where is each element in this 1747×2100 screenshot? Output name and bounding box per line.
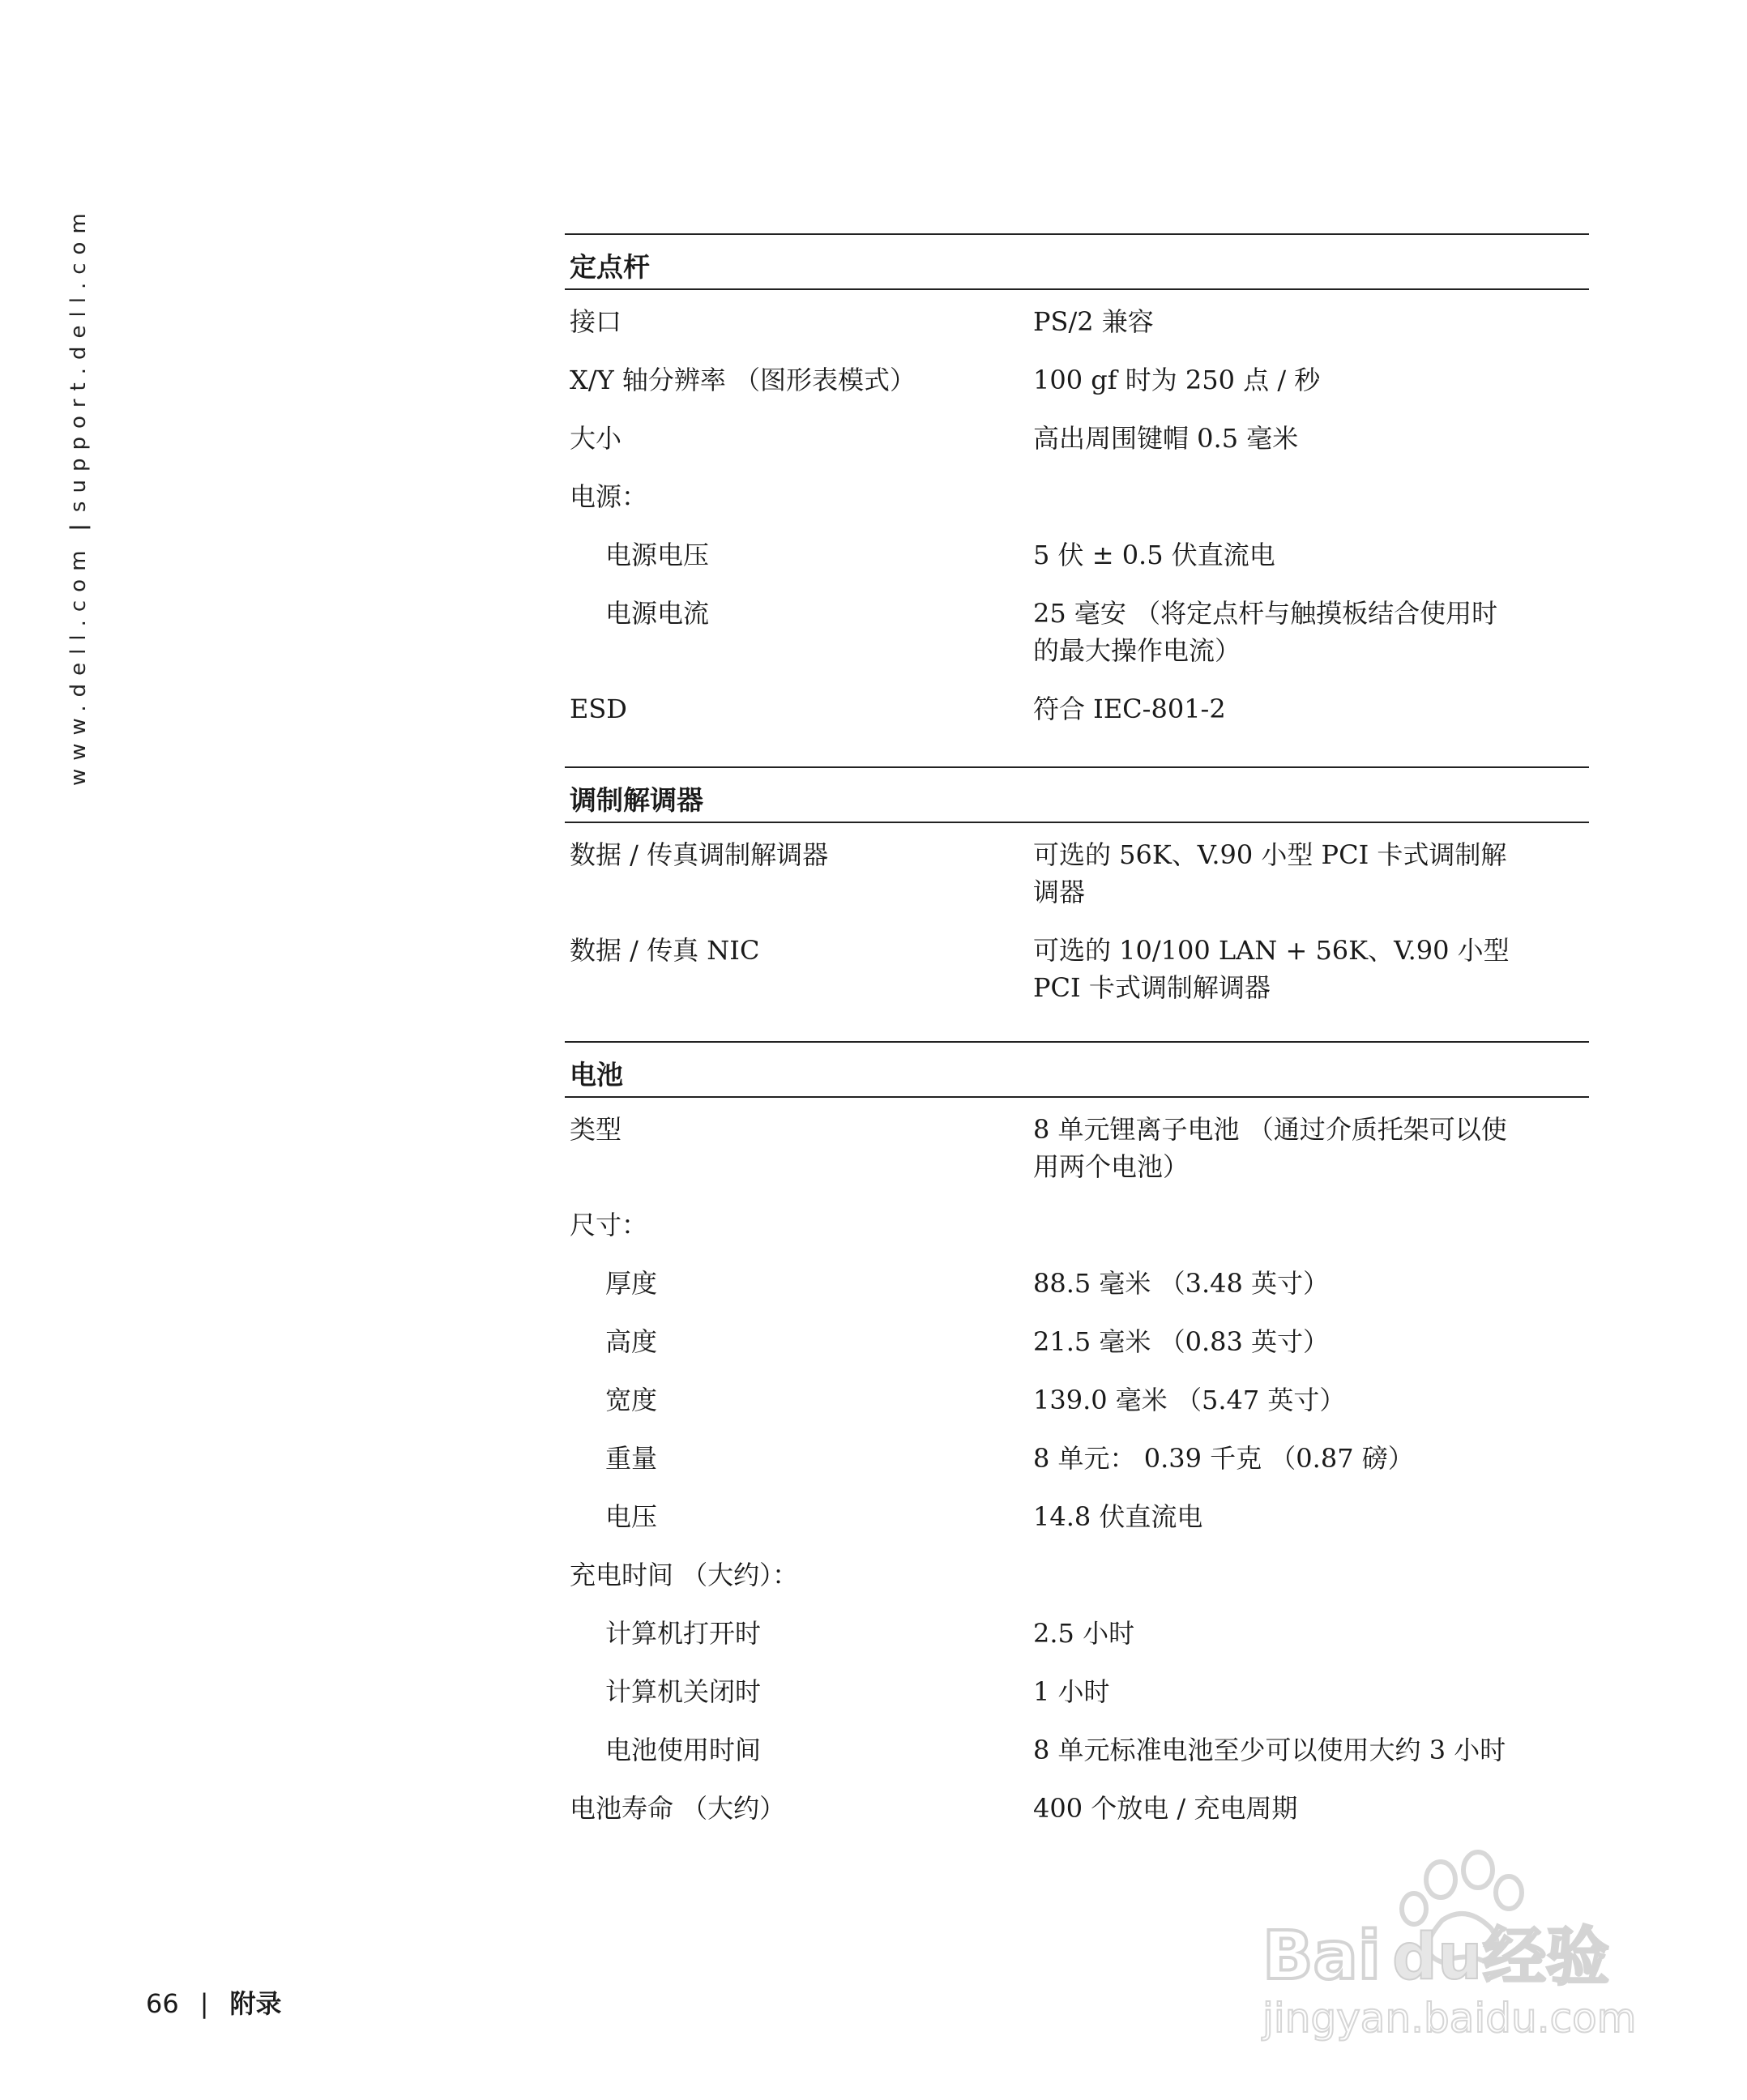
spec-label: 高度 <box>605 1326 658 1357</box>
spec-label: 厚度 <box>605 1268 658 1299</box>
spec-value: PS/2 兼容 <box>1033 306 1154 337</box>
baidu-jingyan-watermark <box>1248 1831 1653 2042</box>
spec-value: 1 小时 <box>1033 1676 1110 1707</box>
spec-row <box>565 1663 1589 1722</box>
section-modem <box>565 766 1589 1018</box>
spec-label: 尺寸： <box>570 1210 648 1240</box>
spec-label: X/Y 轴分辨率 （图形表模式） <box>570 365 916 395</box>
spec-row <box>565 826 1589 922</box>
spec-value: 8 单元标准电池至少可以使用大约 3 小时 <box>1033 1735 1506 1765</box>
watermark-du: du <box>1392 1921 1483 1994</box>
spec-value: 25 毫安 （将定点杆与触摸板结合使用时 的最大操作电流） <box>1033 598 1498 666</box>
spec-label: ESD <box>570 694 627 724</box>
spec-row <box>565 1547 1589 1605</box>
spec-value <box>1033 1547 1589 1605</box>
spec-row <box>565 527 1589 585</box>
spec-label: 电压 <box>605 1501 658 1532</box>
spec-value: 可选的 56K、V.90 小型 PCI 卡式调制解 调器 <box>1033 839 1507 907</box>
spec-row <box>565 1313 1589 1372</box>
spec-label: 重量 <box>605 1443 658 1474</box>
spec-row <box>565 293 1589 352</box>
watermark-product: 经验 <box>1483 1921 1610 1994</box>
page-number: 66 <box>146 1988 179 2019</box>
spec-label: 计算机打开时 <box>605 1618 762 1649</box>
spec-label: 电源电流 <box>605 598 710 629</box>
spec-row <box>565 922 1589 1018</box>
watermark-url: jingyan.baidu.com <box>1262 1995 1637 2042</box>
spec-row <box>565 468 1589 527</box>
spec-label: 接口 <box>570 306 622 337</box>
spec-value: 8 单元锂离子电池 （通过介质托架可以使 用两个电池） <box>1033 1114 1507 1182</box>
side-url-separator: | <box>66 523 91 531</box>
spec-label: 类型 <box>570 1114 622 1145</box>
section-battery <box>565 1041 1589 1838</box>
spec-value: 高出周围键帽 0.5 毫米 <box>1033 423 1299 454</box>
spec-value: 符合 IEC-801-2 <box>1033 694 1226 724</box>
spec-value: 139.0 毫米 （5.47 英寸） <box>1033 1385 1346 1415</box>
footer-separator: | <box>199 1988 209 2019</box>
spec-row <box>565 681 1589 739</box>
spec-row <box>565 1372 1589 1430</box>
footer-title: 附录 <box>229 1988 282 2019</box>
section-title: 电池 <box>565 1041 1589 1098</box>
spec-row <box>565 1255 1589 1313</box>
spec-row <box>565 585 1589 681</box>
section-pointing-stick <box>565 233 1589 739</box>
spec-value <box>1033 468 1589 527</box>
spec-value: 2.5 小时 <box>1033 1618 1135 1649</box>
spec-value: 100 gf 时为 250 点 / 秒 <box>1033 365 1321 395</box>
page-footer <box>146 1983 282 2021</box>
spec-label: 大小 <box>570 423 622 454</box>
side-url-right: support.dell.com <box>66 205 91 513</box>
section-title: 定点杆 <box>565 233 1589 290</box>
spec-label: 充电时间 （大约）： <box>570 1560 799 1590</box>
spec-row <box>565 1605 1589 1663</box>
spec-value: 21.5 毫米 （0.83 英寸） <box>1033 1326 1330 1357</box>
spec-row <box>565 352 1589 410</box>
spec-value: 400 个放电 / 充电周期 <box>1033 1793 1298 1824</box>
spec-row <box>565 1488 1589 1547</box>
spec-value: 8 单元： 0.39 千克 （0.87 磅） <box>1033 1443 1414 1474</box>
spec-row <box>565 1101 1589 1197</box>
spec-value: 88.5 毫米 （3.48 英寸） <box>1033 1268 1330 1299</box>
spec-value <box>1033 1197 1589 1255</box>
spec-label: 计算机关闭时 <box>605 1676 762 1707</box>
spec-row <box>565 1197 1589 1255</box>
spec-value: 14.8 伏直流电 <box>1033 1501 1203 1532</box>
spec-label: 数据 / 传真 NIC <box>570 935 760 966</box>
spec-label: 电池使用时间 <box>605 1735 762 1765</box>
section-title: 调制解调器 <box>565 766 1589 823</box>
side-url-left: www.dell.com <box>66 542 91 786</box>
spec-label: 数据 / 传真调制解调器 <box>570 839 829 870</box>
watermark-brand: Bai <box>1262 1918 1381 1995</box>
spec-row <box>565 1780 1589 1838</box>
spec-value: 可选的 10/100 LAN + 56K、V.90 小型 PCI 卡式调制解调器 <box>1033 935 1510 1003</box>
spec-label: 电池寿命 （大约） <box>570 1793 786 1824</box>
spec-label: 电源： <box>570 481 648 512</box>
spec-row <box>565 410 1589 468</box>
spec-value: 5 伏 ± 0.5 伏直流电 <box>1033 540 1275 570</box>
spec-row <box>565 1722 1589 1780</box>
spec-row <box>565 1430 1589 1488</box>
spec-label: 宽度 <box>605 1385 658 1415</box>
side-url <box>66 205 99 786</box>
spec-label: 电源电压 <box>605 540 710 570</box>
